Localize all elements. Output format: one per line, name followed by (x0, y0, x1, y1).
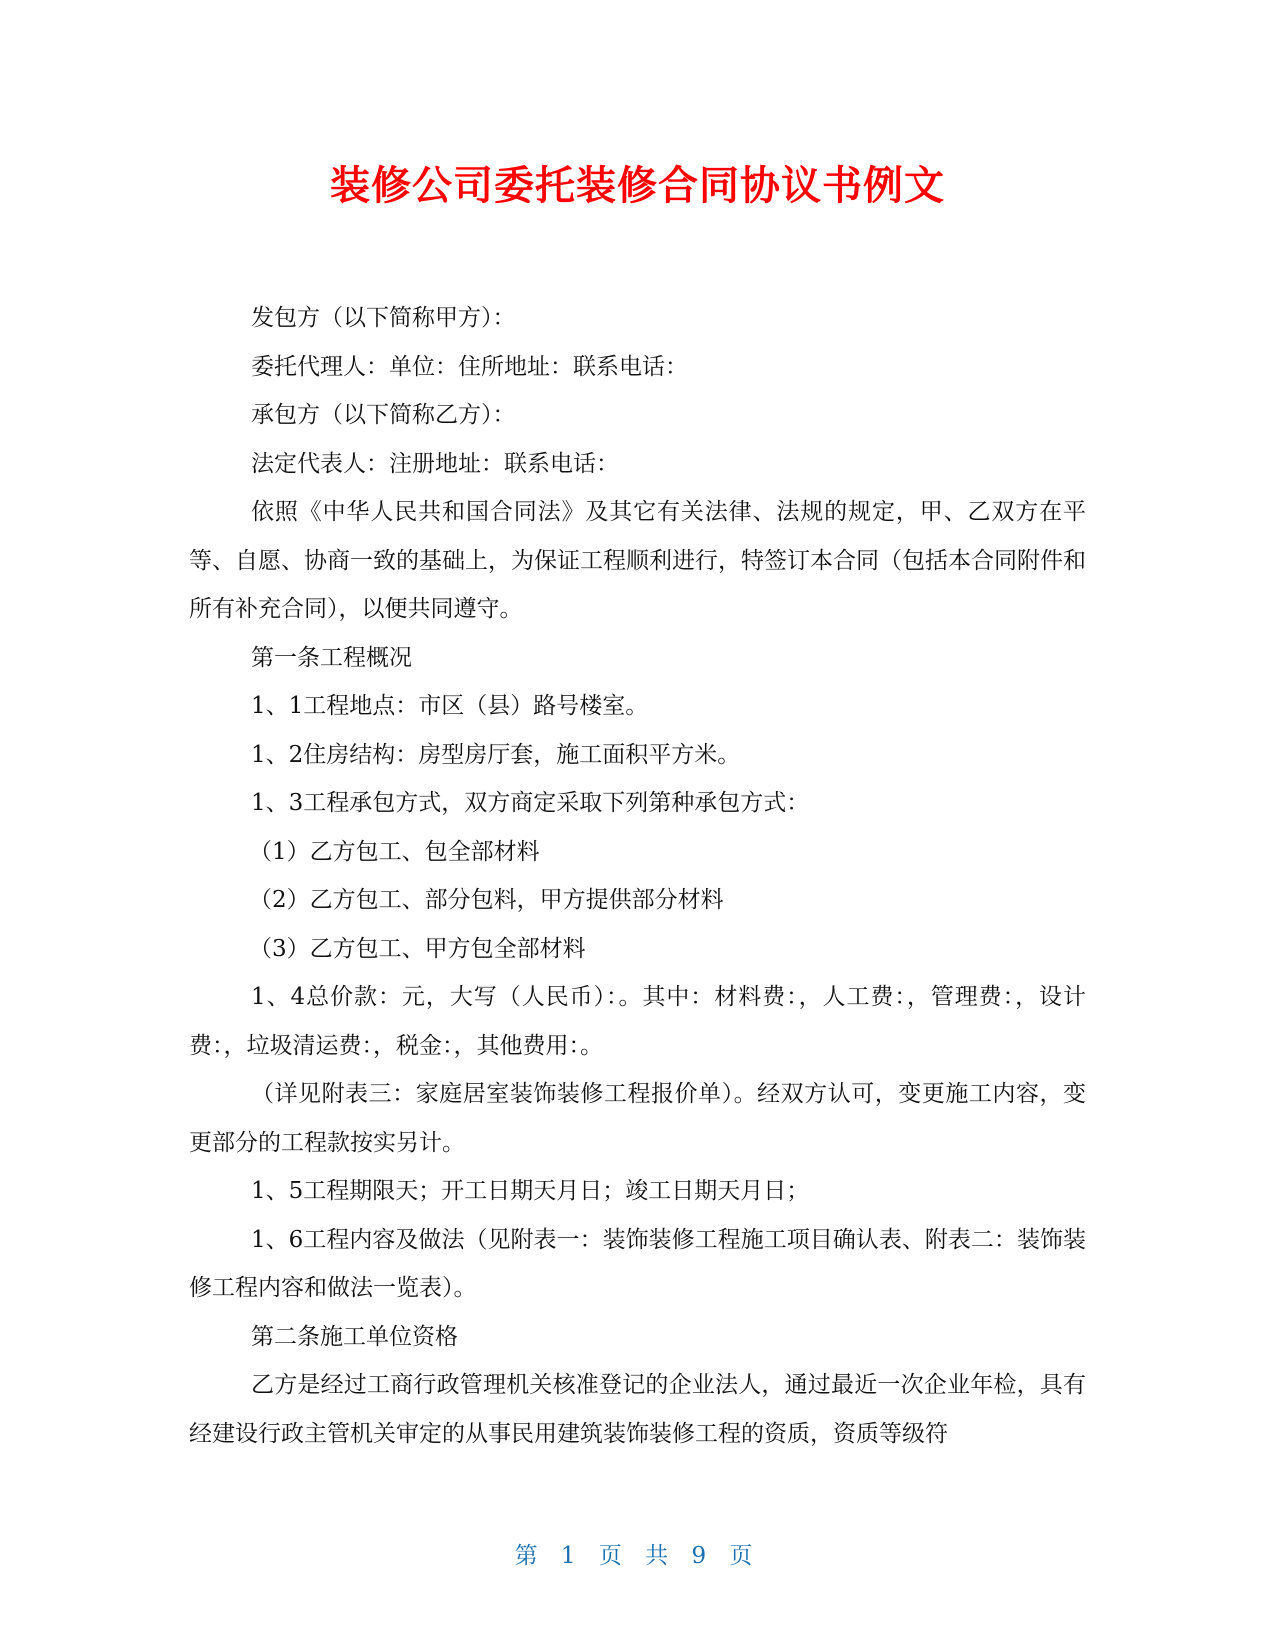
clause-1-5: 1、5工程期限天；开工日期天月日；竣工日期天月日； (251, 1178, 810, 1204)
document-title: 装修公司委托装修合同协议书例文 (330, 163, 945, 209)
paragraph-party-b: 承包方（以下简称乙方）： (251, 402, 516, 428)
option-2: （2）乙方包工、部分包料，甲方提供部分材料 (249, 887, 724, 913)
clause-1-4: 1、4总价款：元，大写（人民币）：。其中：材料费：，人工费：，管理费：，设计费：，垃圾清运费：，税金：，其他费用：。 (189, 984, 1086, 1059)
paragraph-legal-rep: 法定代表人：注册地址：联系电话： (251, 450, 619, 477)
option-3: （3）乙方包工、甲方包全部材料 (249, 935, 586, 962)
clause-1-1: 1、1工程地点：市区（县）路号楼室。 (251, 693, 649, 719)
section-heading-2: 第二条施工单位资格 (251, 1323, 458, 1350)
paragraph-preamble: 依照《中华人民共和国合同法》及其它有关法律、法规的规定，甲、乙双方在平等、自愿、协商一致的基础上，为保证工程顺利进行，特签订本合同（包括本合同附件和所有补充合同），以便共同遵守。 (189, 499, 1086, 622)
paragraph-qualification: 乙方是经过工商行政管理机关核准登记的企业法人，通过最近一次企业年检，具有经建设行政主管机关审定的从事民用建筑装饰装修工程的资质，资质等级符 (189, 1372, 1086, 1447)
section-heading-1: 第一条工程概况 (251, 644, 412, 671)
document-body (189, 294, 1086, 1458)
clause-1-6: 1、6工程内容及做法（见附表一：装饰装修工程施工项目确认表、附表二：装饰装修工程内容和做法一览表）。 (189, 1226, 1086, 1301)
clause-1-2: 1、2住房结构：房型房厅套，施工面积平方米。 (251, 741, 741, 768)
paragraph-party-a: 发包方（以下简称甲方）： (251, 305, 516, 331)
clause-1-3: 1、3工程承包方式，双方商定采取下列第种承包方式： (251, 790, 810, 816)
clause-1-4-detail: （详见附表三：家庭居室装饰装修工程报价单）。经双方认可，变更施工内容，变更部分的工程款按实另计。 (189, 1081, 1086, 1156)
page-number-footer: 第 1 页 共 9 页 (514, 1543, 761, 1569)
paragraph-agent: 委托代理人：单位：住所地址：联系电话： (251, 353, 688, 380)
option-1: （1）乙方包工、包全部材料 (249, 838, 540, 865)
